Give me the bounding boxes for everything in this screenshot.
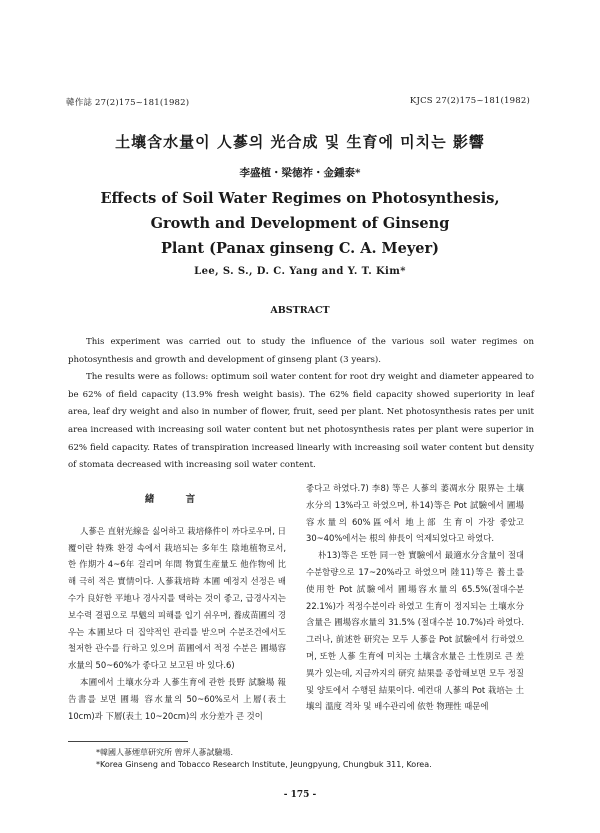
abstract-paragraph: The results were as follows: optimum soil water content for root dry weight and diameter appeared to be 62% of field capacity (13.9% fresh weight basis). The 62% field capacity showed superiority in leaf area, leaf dry weight and also in number of flower, fruit, seed per plant. Net photosynthesis rates per unit area increased with increasing soil water content but net photosynthesis rates per plant were superior in 62% field capacity. Rates of transpiration increased linearly with increasing soil water content but density of stomata decreased with increasing soil water content. — [68, 372, 534, 471]
title-line-2: Growth and Development of Ginseng — [150, 215, 450, 232]
body-paragraph: 朴13)等은 또한 同一한 實驗에서 最適水分含量이 절대수분함량으로 17~20%라고 하였으며 陸11)等은 養土를 使用한 Pot 試驗에서 圃場容水量의 65.5%(절대수분 22.1%)가 적정수분이라 하였고 生育이 정지되는 土壤水分 含量은 圃場容水量의 31.5% (절대수분 10.7%)라 하였다. 그러나, 前述한 研究는 모두 人蔘을 Pot 試驗에서 行하였으며, 또한 人蔘 生育에 미치는 土壤含水量은 土性別로 큰 差異가 있는데, 지금까지의 研究 結果를 종합해보면 모두 정질 및 양토에서 수행된 結果이다. 예컨대 人蔘의 Pot 栽培는 土壤의 溫度 격차 및 배수관리에 依한 物理性 때문에 — [306, 550, 524, 712]
abstract-body — [68, 334, 534, 475]
authors-english: Lee, S. S., D. C. Yang and Y. T. Kim* — [194, 266, 406, 277]
title-korean: 土壤含水量이 人蔘의 光合成 및 生育에 미치는 影響 — [115, 133, 485, 151]
journal-citation-ko: 韓作誌 27(2)175~181(1982) — [66, 98, 190, 108]
journal-citation-en: KJCS 27(2)175~181(1982) — [409, 96, 530, 106]
page-number: - 175 - — [283, 790, 317, 800]
body-paragraph: 좋다고 하였다.7) 李8) 等은 人蔘의 萎凋水分 限界는 土壤水分의 13%라고 하였으며, 朴14)等은 Pot 試驗에서 圃場容水量의 60%區에서 地上部 生育이 가장 좋았고 30~40%에서는 根의 伸長이 억제되었다고 하였다. — [306, 483, 524, 544]
authors-korean: 李盛植・梁徳祚・金鍾泰* — [239, 167, 361, 179]
title-line-3: Plant (Panax ginseng C. A. Meyer) — [161, 240, 439, 257]
body-paragraph: 人蔘은 直射光線을 싫어하고 栽培條件이 까다로우며, 日覆이란 特殊 환경 속에서 栽培되는 多年生 陰地植物로서, 한 作期가 4~6年 걸리며 年間 物質生産量도 他作物에 比해 극히 적은 實情이다. 人蔘栽培時 本圃 예정지 선정은 배수가 良好한 平地나 경사지를 택하는 것이 좋고, 급경사지는 보수력 결핍으로 旱魃의 피해를 입기 쉬우며, 養成苗圃의 경우는 本圃보다 더 집약적인 관리를 받으며 수분조건에서도 철저한 관수를 行하고 있으며 苗圃에서 적정 수분은 圃場容水量의 50~60%가 좋다고 보고된 바 있다.6) — [68, 525, 286, 671]
body-column-right — [306, 480, 524, 715]
section-heading-intro: 緒 言 — [144, 494, 210, 505]
footnote-affiliation-en: *Korea Ginseng and Tobacco Research Institute, Jeungpyung, Chungbuk 311, Korea. — [96, 760, 432, 769]
body-paragraph: 本圃에서 土壤水分과 人蔘生育에 관한 長野 試驗場 報告書를 보면 圃場 容水量의 50~60%로서 上層(表土 10cm)과 下層(表土 10~20cm)의 水分差가 큰 것이 — [68, 676, 286, 721]
footnote-divider — [68, 741, 188, 742]
abstract-paragraph: This experiment was carried out to study the influence of the various soil water regimes on photosynthesis and growth and development of ginseng plant (3 years). — [68, 337, 534, 365]
title-line-1: Effects of Soil Water Regimes on Photosynthesis, — [100, 190, 500, 207]
body-column-left — [68, 480, 286, 724]
footnote-affiliation-ko: *韓國人蔘煙草研究所 曾坪人蔘試驗場. — [96, 748, 234, 757]
title-english — [0, 186, 600, 261]
abstract-heading: ABSTRACT — [270, 305, 330, 316]
